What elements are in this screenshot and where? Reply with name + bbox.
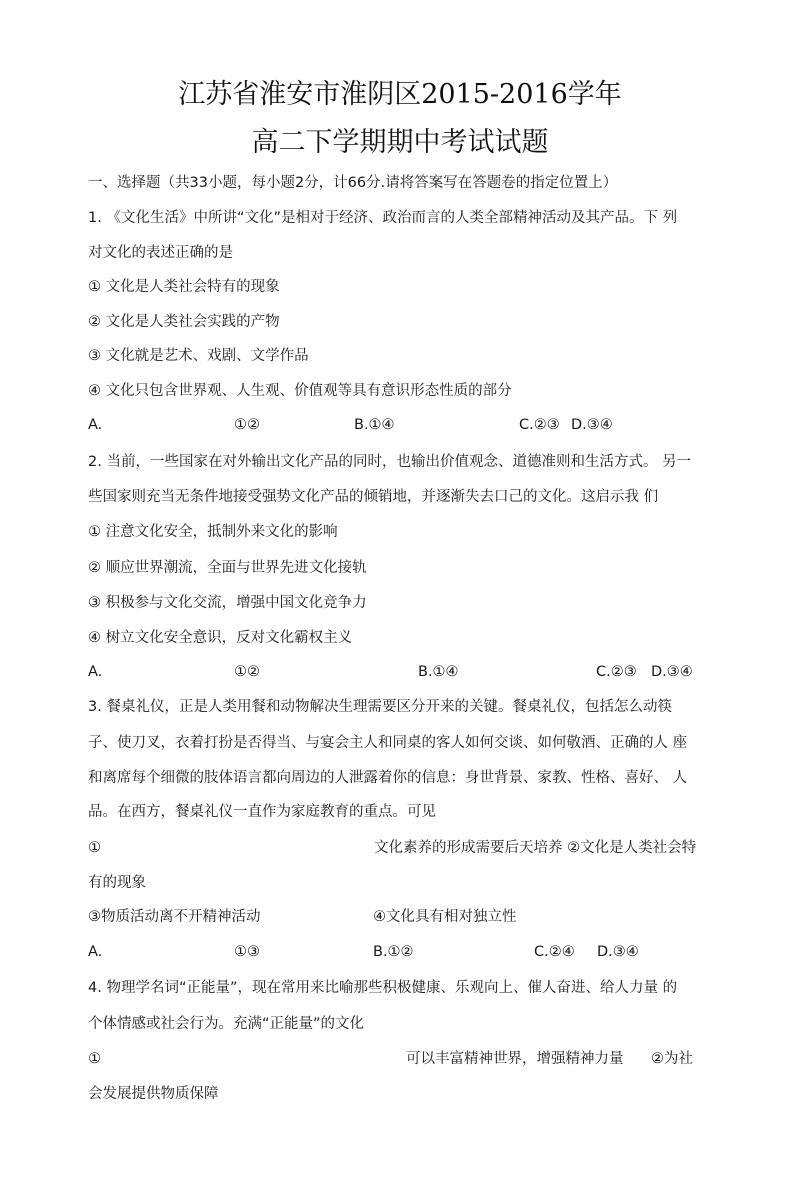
section-heading: 一、选择题（共33小题，每小题2分，计66分.请将答案写在答题卷的指定位置上） — [88, 175, 618, 191]
q1-stem-line2: 对文化的表述正确的是 — [88, 245, 233, 261]
q1-item-2: ② 文化是人类社会实践的产物 — [88, 314, 280, 330]
q2-option-c: C.②③ — [596, 664, 637, 680]
q1-item-1: ① 文化是人类社会特有的现象 — [88, 279, 280, 295]
q3-option-a-label: A. — [88, 944, 103, 960]
q3-stem-line4: 品。在西方，餐桌礼仪一直作为家庭教育的重点。可见 — [88, 804, 436, 820]
q4-item-2-cont: 会发展提供物质保障 — [88, 1086, 219, 1102]
q1-stem-line1: 1. 《文化生活》中所讲“文化”是相对于经济、政治而言的人类全部精神活动及其产品。下 列 — [88, 210, 678, 226]
q2-option-d: D.③④ — [651, 664, 693, 680]
q2-item-1: ① 注意文化安全，抵制外来文化的影响 — [88, 524, 338, 540]
q2-item-2: ② 顺应世界潮流，全面与世界先进文化接轨 — [88, 560, 367, 576]
q4-stem-line2: 个体情感或社会行为。充满“正能量”的文化 — [88, 1016, 365, 1032]
q2-option-a-value: ①② — [234, 664, 260, 680]
q4-item-1-marker: ① — [88, 1051, 101, 1067]
q3-option-c: C.②④ — [534, 944, 575, 960]
q1-option-c: C.②③ — [519, 417, 560, 433]
exam-title-line1: 江苏省淮安市淮阴区2015-2016学年 — [178, 79, 622, 110]
q3-item-1-2: 文化素养的形成需要后天培养 ②文化是人类社会特 — [374, 840, 697, 856]
q3-stem-line3: 和离席每个细微的肢体语言都向周边的人泄露着你的信息：身世背景、家教、性格、喜好、 人 — [88, 770, 688, 786]
q3-option-a-value: ①③ — [234, 944, 260, 960]
q4-stem-line1: 4. 物理学名词“正能量”，现在常用来比喻那些积极健康、乐观向上、催人奋进、给人力量 的 — [88, 980, 678, 996]
q1-item-4: ④ 文化只包含世界观、人生观、价值观等具有意识形态性质的部分 — [88, 383, 512, 399]
q3-stem-line2: 子、使刀叉，衣着打扮是否得当、与宴会主人和同桌的客人如何交谈、如何敬酒、正确的人 座 — [88, 735, 688, 751]
q1-item-3: ③ 文化就是艺术、戏剧、文学作品 — [88, 348, 309, 364]
q1-option-a-value: ①② — [234, 417, 260, 433]
q3-option-b: B.①② — [373, 944, 414, 960]
q1-option-d: D.③④ — [571, 417, 613, 433]
q3-option-d: D.③④ — [597, 944, 639, 960]
q3-item-1-marker: ① — [88, 840, 101, 856]
q2-option-b: B.①④ — [418, 664, 459, 680]
q3-stem-line1: 3. 餐桌礼仪，正是人类用餐和动物解决生理需要区分开来的关键。餐桌礼仪，包括怎么动筷 — [88, 699, 672, 715]
q4-item-1: 可以丰富精神世界，增强精神力量 — [406, 1051, 624, 1067]
q3-item-3: ③物质活动离不开精神活动 — [88, 909, 261, 925]
q4-item-2-start: ②为社 — [651, 1051, 693, 1067]
q2-stem-line1: 2. 当前，一些国家在对外输出文化产品的同时，也输出价值观念、道德准则和生活方式。 另一 — [88, 454, 692, 470]
q2-item-3: ③ 积极参与文化交流，增强中国文化竞争力 — [88, 595, 367, 611]
q3-item-4: ④文化具有相对独立性 — [373, 909, 517, 925]
q2-stem-line2: 些国家则充当无条件地接受强势文化产品的倾销地，并逐渐失去口己的文化。这启示我 们 — [88, 489, 659, 505]
q1-option-a-label: A. — [88, 417, 103, 433]
q3-item-2-cont: 有的现象 — [88, 875, 146, 891]
exam-title-line2: 高二下学期期中考试试题 — [251, 127, 549, 158]
q1-option-b: B.①④ — [354, 417, 395, 433]
q2-option-a-label: A. — [88, 664, 103, 680]
q2-item-4: ④ 树立文化安全意识，反对文化霸权主义 — [88, 630, 353, 646]
